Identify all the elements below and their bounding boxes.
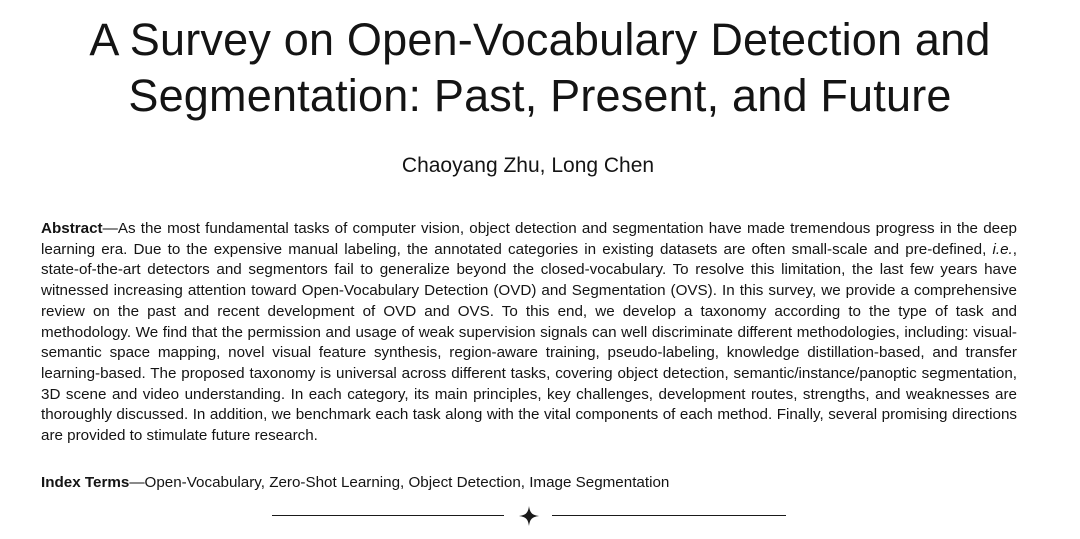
four-point-star-icon: [518, 505, 540, 527]
abstract-text-part-2: , state-of-the-art detectors and segmentors fail to generalize beyond the closed-vocabulary. To resolve this limitation, the last few years have witnessed increasing attention toward Open-Vocabulary Detection (OVD) and Segmentation (OVS). In this survey, we provide a comprehensive review on the past and recent development of OVD and OVS. To this end, we develop a taxonomy according to the type of task and methodology. We find that the permission and usage of weak supervision signals can well discriminate different methodologies, including: visual-semantic space mapping, novel visual feature synthesis, region-aware training, pseudo-labeling, knowledge distillation-based, and transfer learning-based. The proposed taxonomy is universal across different tasks, covering object detection, semantic/instance/panoptic segmentation, 3D scene and video understanding. In each category, its main principles, key challenges, development routes, strengths, and weaknesses are thoroughly discussed. In addition, we benchmark each task along with the vital components of each method. Finally, several promising directions are provided to stimulate future research.: [41, 240, 1017, 445]
abstract-label: Abstract: [41, 220, 103, 237]
paper-title: [0, 12, 1080, 124]
divider-rule-right: [552, 515, 786, 516]
abstract-dash: —: [102, 220, 118, 237]
divider-rule-left: [272, 515, 504, 516]
paper-title-line-1: A Survey on Open-Vocabulary Detection and: [89, 14, 991, 65]
index-terms-dash: —: [129, 474, 145, 491]
index-terms-paragraph: [41, 473, 1017, 494]
index-terms-label: Index Terms: [41, 474, 130, 491]
author-list: Chaoyang Zhu, Long Chen: [401, 154, 655, 177]
abstract-text-part-1: As the most fundamental tasks of computer vision, object detection and segmentation have made tremendous progress in the deep learning era. Due to the expensive manual labeling, the annotated categories in existing datasets are often small-scale and pre-defined,: [41, 220, 1017, 258]
index-terms-text: Open-Vocabulary, Zero-Shot Learning, Object Detection, Image Segmentation: [144, 474, 670, 491]
abstract-ie-italic: i.e.: [992, 240, 1013, 258]
abstract-paragraph: [41, 219, 1017, 447]
paper-title-line-2: Segmentation: Past, Present, and Future: [128, 70, 952, 121]
section-divider: [272, 503, 786, 529]
